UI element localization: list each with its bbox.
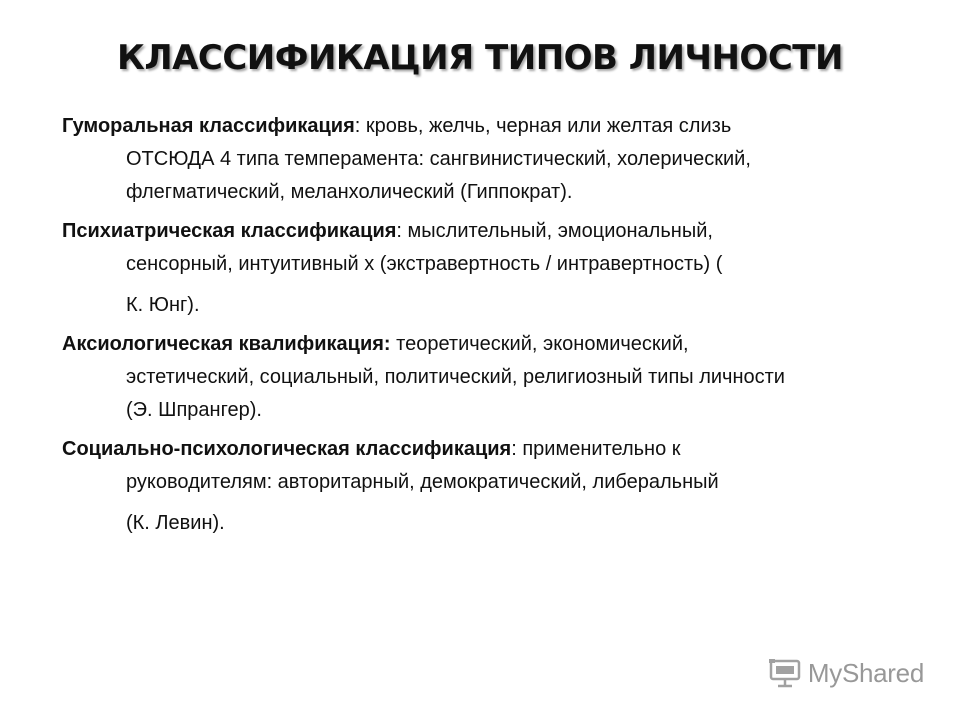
item-separator: : [511,438,523,460]
watermark-logo [768,655,924,691]
item-text: мыслительный, эмоциональный, [407,220,713,242]
item-line: руководителям: авторитарный, демократический, либеральный [126,471,719,493]
slide-content [62,110,922,543]
item-line: ОТСЮДА 4 типа темперамента: сангвинистический, холерический, [126,148,751,170]
item-term: Социально-психологическая классификация [62,438,512,460]
item-line: (К. Левин). [126,512,225,534]
presentation-board-icon [768,658,802,688]
item-line [62,110,922,143]
item-separator: : [354,115,366,137]
item-text: применительно к [522,438,681,460]
item-line: К. Юнг). [126,294,200,316]
watermark-text: MyShared [807,657,924,688]
item-line: эстетический, социальный, политический, религиозный типы личности [126,366,785,388]
item-line: сенсорный, интуитивный х (экстравертность / интравертность) ( [126,253,723,275]
item-term: Аксиологическая квалификация: [62,333,391,355]
classification-item-axiological [62,328,922,427]
classification-item-psychiatric [62,215,922,322]
item-line [62,215,922,248]
item-term: Гуморальная классификация [62,115,355,137]
item-line: флегматический, меланхолический (Гиппократ). [126,181,573,203]
item-term: Психиатрическая классификация [62,220,397,242]
item-text: теоретический, экономический, [396,333,689,355]
item-text: кровь, желчь, черная или желтая слизь [365,115,732,137]
slide-title: КЛАССИФИКАЦИЯ ТИПОВ ЛИЧНОСТИ [117,38,843,78]
item-separator: : [396,220,408,242]
classification-item-humoral [62,110,922,209]
item-line [62,433,922,466]
classification-item-socio-psychological [62,433,922,540]
item-line: (Э. Шпрангер). [126,399,262,421]
item-line [62,328,922,361]
